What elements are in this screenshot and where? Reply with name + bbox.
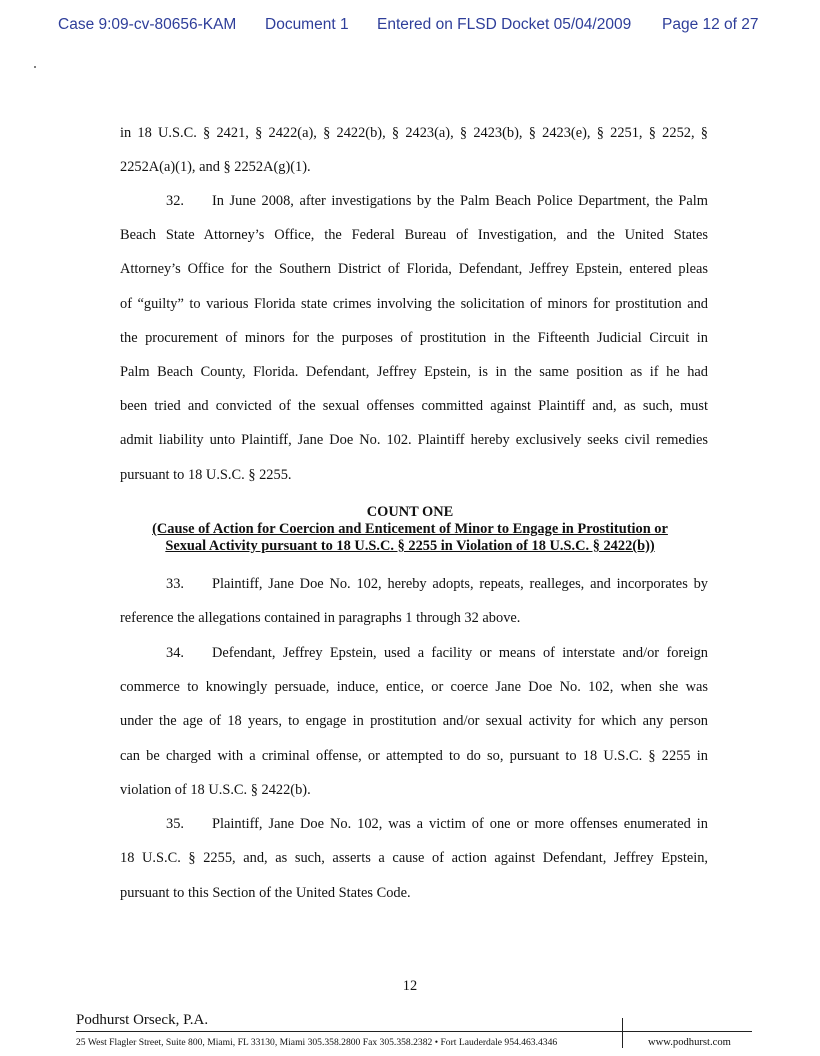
carryover-line: 2252A(a)(1), and § 2252A(g)(1). bbox=[120, 159, 311, 175]
page-number: 12 bbox=[402, 978, 418, 994]
count-subtitle: (Cause of Action for Coercion and Enticement of Minor to Engage in Prostitution or bbox=[152, 521, 668, 537]
paragraph-line: of “guilty” to various Florida state crimes involving the solicitation of minors for prostitution and bbox=[120, 296, 708, 312]
count-title: COUNT ONE bbox=[366, 504, 454, 520]
paragraph-number: 33. bbox=[166, 576, 184, 592]
paragraph-line: Beach State Attorney’s Office, the Federal Bureau of Investigation, and the United States bbox=[120, 227, 708, 243]
carryover-line: in 18 U.S.C. § 2421, § 2422(a), § 2422(b), § 2423(a), § 2423(b), § 2423(e), § 2251, § 2252, § bbox=[120, 125, 708, 141]
firm-address: 25 West Flagler Street, Suite 800, Miami, FL 33130, Miami 305.358.2800 Fax 305.358.2382 • Fort Lauderdale 954.463.4346 bbox=[76, 1037, 558, 1048]
paragraph-line: Palm Beach County, Florida. Defendant, Jeffrey Epstein, is in the same position as if he had bbox=[120, 364, 708, 380]
case-number: Case 9:09-cv-80656-KAM bbox=[58, 16, 237, 33]
paragraph-text: Defendant, Jeffrey Epstein, used a facility or means of interstate and/or foreign bbox=[212, 645, 708, 661]
paragraph-line: pursuant to this Section of the United States Code. bbox=[120, 885, 411, 901]
firm-website: www.podhurst.com bbox=[648, 1037, 731, 1048]
paragraph-text: Plaintiff, Jane Doe No. 102, hereby adopts, repeats, realleges, and incorporates by bbox=[212, 576, 708, 592]
paragraph-line: admit liability unto Plaintiff, Jane Doe No. 102. Plaintiff hereby exclusively seeks civil remedies bbox=[120, 432, 708, 448]
entered-date: Entered on FLSD Docket 05/04/2009 bbox=[377, 16, 632, 33]
document-number: Document 1 bbox=[265, 16, 349, 33]
paragraph-line: under the age of 18 years, to engage in prostitution and/or sexual activity for which any person bbox=[120, 713, 708, 729]
count-subtitle: Sexual Activity pursuant to 18 U.S.C. § 2255 in Violation of 18 U.S.C. § 2422(b)) bbox=[165, 538, 655, 554]
paragraph-34-first-line bbox=[120, 645, 708, 662]
scan-speck bbox=[34, 66, 36, 68]
paragraph-line: Attorney’s Office for the Southern District of Florida, Defendant, Jeffrey Epstein, entered pleas bbox=[120, 261, 708, 277]
paragraph-line: the procurement of minors for the purposes of prostitution in the Fifteenth Judicial Circuit in bbox=[120, 330, 708, 346]
paragraph-line: can be charged with a criminal offense, or attempted to do so, pursuant to 18 U.S.C. § 2255 in bbox=[120, 748, 708, 764]
paragraph-33-first-line bbox=[120, 576, 708, 593]
paragraph-line: 18 U.S.C. § 2255, and, as such, asserts a cause of action against Defendant, Jeffrey Epstein, bbox=[120, 850, 708, 866]
law-firm-footer bbox=[76, 1012, 752, 1056]
paragraph-line: been tried and convicted of the sexual offenses committed against Plaintiff and, as such, must bbox=[120, 398, 708, 414]
paragraph-line: commerce to knowingly persuade, induce, entice, or coerce Jane Doe No. 102, when she was bbox=[120, 679, 708, 695]
paragraph-32-first-line bbox=[120, 193, 708, 210]
footer-rule bbox=[76, 1031, 752, 1032]
paragraph-text: In June 2008, after investigations by the Palm Beach Police Department, the Palm bbox=[212, 193, 708, 209]
paragraph-number: 34. bbox=[166, 645, 184, 661]
paragraph-number: 35. bbox=[166, 816, 184, 832]
docket-header bbox=[0, 16, 820, 40]
footer-divider bbox=[622, 1018, 623, 1048]
page-of-total: Page 12 of 27 bbox=[662, 16, 759, 33]
paragraph-line: violation of 18 U.S.C. § 2422(b). bbox=[120, 782, 311, 798]
firm-name: Podhurst Orseck, P.A. bbox=[76, 1012, 209, 1028]
paragraph-line: reference the allegations contained in paragraphs 1 through 32 above. bbox=[120, 610, 521, 626]
paragraph-text: Plaintiff, Jane Doe No. 102, was a victim of one or more offenses enumerated in bbox=[212, 816, 708, 832]
paragraph-number: 32. bbox=[166, 193, 184, 209]
paragraph-35-first-line bbox=[120, 816, 708, 833]
paragraph-line: pursuant to 18 U.S.C. § 2255. bbox=[120, 467, 292, 483]
